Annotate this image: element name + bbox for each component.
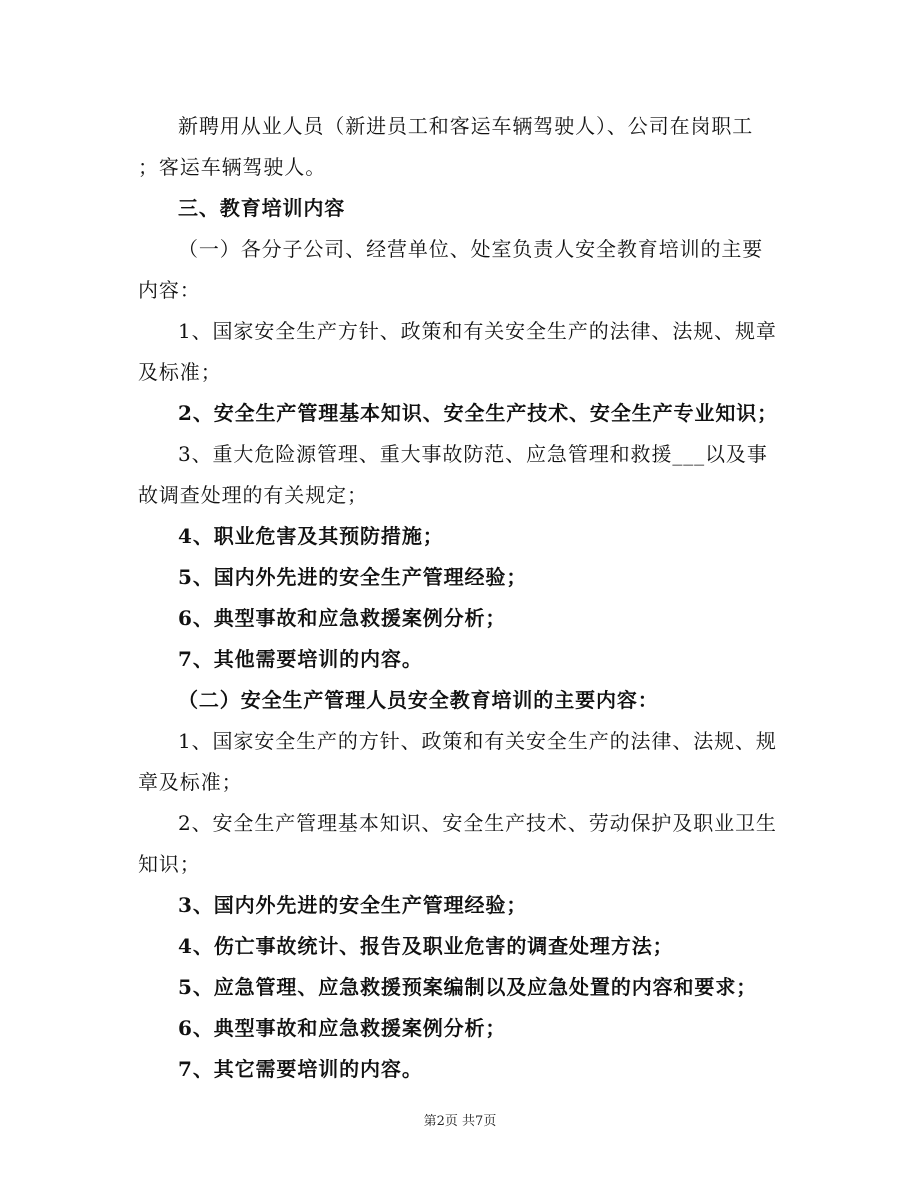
page-number-footer: 第2页 共7页 — [423, 1114, 497, 1129]
list-item: 4、伤亡事故统计、报告及职业危害的调查处理方法； — [178, 934, 674, 958]
section-heading: 三、教育培训内容 — [178, 196, 346, 220]
list-item: 6、典型事故和应急救援案例分析； — [178, 606, 507, 630]
list-item: 5、应急管理、应急救援预案编制以及应急处置的内容和要求； — [178, 975, 758, 999]
list-item-continuation: 故调查处理的有关规定； — [138, 483, 368, 507]
list-item-continuation: 章及标准； — [138, 770, 243, 794]
list-item: 1、国家安全生产方针、政策和有关安全生产的法律、法规、规章 — [178, 319, 777, 343]
body-line: 新聘用从业人员（新进员工和客运车辆驾驶人）、公司在岗职工 — [178, 114, 754, 138]
list-item: 1、国家安全生产的方针、政策和有关安全生产的法律、法规、规 — [178, 729, 777, 753]
list-item: 7、其他需要培训的内容。 — [178, 647, 423, 671]
list-item-continuation: 及标准； — [138, 360, 222, 384]
subsection-heading: （一）各分子公司、经营单位、处室负责人安全教育培训的主要 — [178, 237, 764, 261]
list-item-continuation: 知识； — [138, 852, 201, 876]
body-line: 内容： — [138, 278, 201, 302]
list-item: 4、职业危害及其预防措施； — [178, 524, 444, 548]
list-item: 5、国内外先进的安全生产管理经验； — [178, 565, 528, 589]
list-item: 2、安全生产管理基本知识、安全生产技术、劳动保护及职业卫生 — [178, 811, 777, 835]
list-item: 7、其它需要培训的内容。 — [178, 1057, 423, 1081]
list-item: 2、安全生产管理基本知识、安全生产技术、安全生产专业知识； — [178, 401, 779, 425]
list-item: 3、重大危险源管理、重大事故防范、应急管理和救援___以及事 — [178, 442, 768, 466]
subsection-heading: （二）安全生产管理人员安全教育培训的主要内容： — [178, 688, 659, 712]
list-item: 6、典型事故和应急救援案例分析； — [178, 1016, 507, 1040]
body-line: ；客运车辆驾驶人。 — [138, 155, 327, 179]
list-item: 3、国内外先进的安全生产管理经验； — [178, 893, 528, 917]
